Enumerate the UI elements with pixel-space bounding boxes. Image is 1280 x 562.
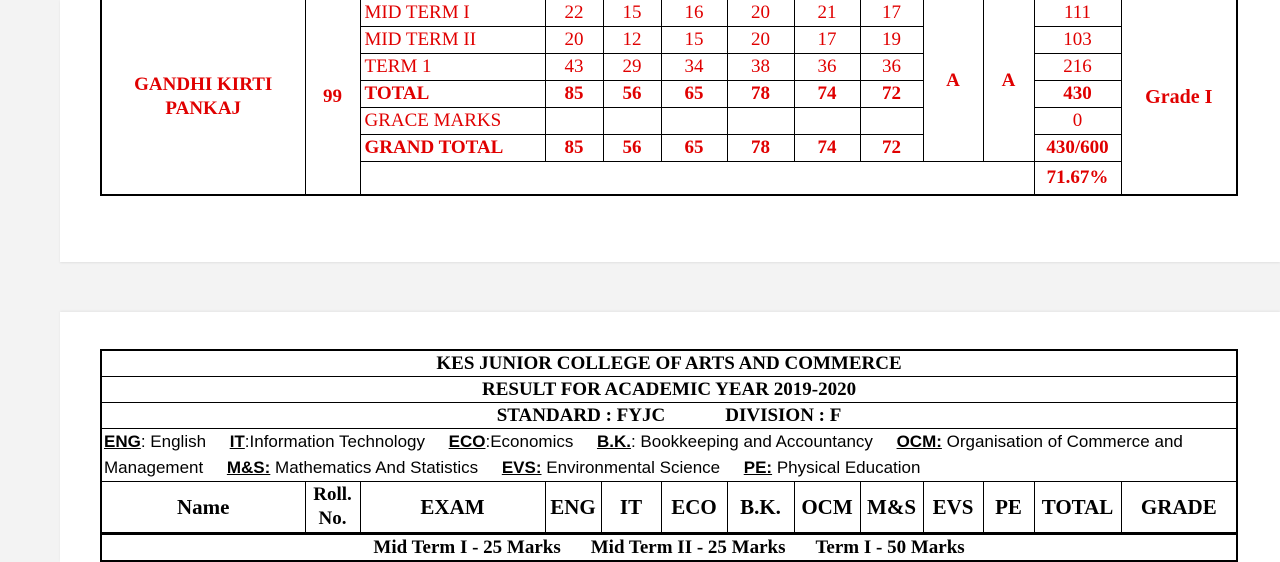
mark-bk: 20 (727, 0, 794, 27)
exam-label: MID TERM II (360, 27, 545, 54)
exam-label: TERM 1 (360, 54, 545, 81)
mark-eco: 15 (661, 27, 727, 54)
table-row (101, 429, 1237, 482)
table-row (101, 0, 1237, 27)
mark-bk: 20 (727, 27, 794, 54)
col-roll-no: Roll. No. (305, 482, 360, 534)
division: DIVISION : F (725, 404, 842, 426)
abbr-key: ECO (448, 432, 486, 451)
mark-ocm (794, 108, 860, 135)
mark-ocm: 21 (794, 0, 860, 27)
abbr-key: B.K. (596, 432, 631, 451)
academic-year: RESULT FOR ACADEMIC YEAR 2019-2020 (101, 377, 1237, 403)
mark-ms: 72 (860, 81, 923, 108)
abbr-sep: : (630, 432, 641, 451)
table-row (101, 403, 1237, 429)
col-evs: EVS (923, 482, 983, 534)
abbr-key: PE: (743, 458, 773, 477)
mark-eco: 34 (661, 54, 727, 81)
exam-label: TOTAL (360, 81, 545, 108)
report-page-1 (60, 0, 1280, 262)
scheme-mid-term-1: Mid Term I - 25 Marks (373, 536, 561, 558)
roll-number: 99 (305, 0, 360, 195)
student-result-table (100, 0, 1238, 196)
row-total: 103 (1034, 27, 1121, 54)
mark-eng: 22 (545, 0, 603, 27)
mark-ms (860, 108, 923, 135)
abbr-value: Bookkeeping and Accountancy (640, 432, 873, 451)
overall-grade: Grade I (1121, 0, 1237, 195)
mark-bk (727, 108, 794, 135)
mark-eng: 43 (545, 54, 603, 81)
abbr-sep: : (485, 432, 491, 451)
col-bk: B.K. (727, 482, 794, 534)
mark-bk: 78 (727, 81, 794, 108)
mark-ocm: 74 (794, 135, 860, 162)
col-total: TOTAL (1034, 482, 1121, 534)
col-eng: ENG (545, 482, 601, 534)
col-it: IT (601, 482, 661, 534)
mark-ms: 19 (860, 27, 923, 54)
mark-eng: 85 (545, 81, 603, 108)
mark-it: 12 (603, 27, 661, 54)
subject-abbreviations (101, 429, 1237, 482)
col-ms: M&S (860, 482, 923, 534)
mark-ms: 72 (860, 135, 923, 162)
exam-label: MID TERM I (360, 0, 545, 27)
standard: STANDARD : FYJC (496, 404, 666, 426)
col-eco: ECO (661, 482, 727, 534)
table-row (101, 350, 1237, 377)
row-total: 216 (1034, 54, 1121, 81)
col-name: Name (101, 482, 305, 534)
marks-scheme (101, 534, 1237, 562)
mark-eng: 85 (545, 135, 603, 162)
mark-ms: 36 (860, 54, 923, 81)
mark-ocm: 36 (794, 54, 860, 81)
abbr-value: Information Technology (249, 432, 425, 451)
result-header-table (100, 349, 1238, 562)
exam-label: GRAND TOTAL (360, 135, 545, 162)
abbr-key: IT (229, 432, 245, 451)
abbr-sep: : (140, 432, 151, 451)
row-total: 430/600 (1034, 135, 1121, 162)
row-total: 111 (1034, 0, 1121, 27)
mark-ocm: 74 (794, 81, 860, 108)
standard-division (101, 403, 1237, 429)
table-row (101, 377, 1237, 403)
abbr-key: ENG (104, 432, 141, 451)
percentage: 71.67% (1034, 162, 1121, 196)
report-page-2 (60, 312, 1280, 562)
abbr-value: Environmental Science (546, 458, 721, 477)
college-name: KES JUNIOR COLLEGE OF ARTS AND COMMERCE (101, 350, 1237, 377)
abbr-value: Economics (490, 432, 574, 451)
abbr-value: English (150, 432, 207, 451)
col-grade: GRADE (1121, 482, 1237, 534)
mark-eco: 65 (661, 81, 727, 108)
mark-it (603, 108, 661, 135)
mark-it: 56 (603, 135, 661, 162)
col-exam: EXAM (360, 482, 545, 534)
evs-grade: A (923, 0, 983, 162)
abbr-key: EVS: (501, 458, 542, 477)
mark-ocm: 17 (794, 27, 860, 54)
mark-eco: 16 (661, 0, 727, 27)
mark-it: 29 (603, 54, 661, 81)
abbr-key: OCM: (896, 432, 942, 451)
col-ocm: OCM (794, 482, 860, 534)
abbr-sep: : (244, 432, 250, 451)
mark-eng (545, 108, 603, 135)
marks-scheme-row (101, 534, 1237, 562)
empty-cell (360, 162, 1034, 196)
abbr-value: Physical Education (776, 458, 921, 477)
scheme-term-1: Term I - 50 Marks (815, 536, 965, 558)
row-total: 430 (1034, 81, 1121, 108)
abbr-value: Mathematics And Statistics (275, 458, 479, 477)
exam-label: GRACE MARKS (360, 108, 545, 135)
pe-grade: A (983, 0, 1034, 162)
mark-ms: 17 (860, 0, 923, 27)
mark-eco (661, 108, 727, 135)
student-name: GANDHI KIRTI PANKAJ (101, 0, 305, 195)
scheme-mid-term-2: Mid Term II - 25 Marks (590, 536, 786, 558)
mark-bk: 78 (727, 135, 794, 162)
column-header-row (101, 482, 1237, 534)
mark-it: 56 (603, 81, 661, 108)
mark-eng: 20 (545, 27, 603, 54)
mark-bk: 38 (727, 54, 794, 81)
abbr-key: M&S: (226, 458, 271, 477)
mark-it: 15 (603, 0, 661, 27)
col-pe: PE (983, 482, 1034, 534)
abbr-value: Organisation of Commerce and Management (104, 432, 1183, 477)
mark-eco: 65 (661, 135, 727, 162)
row-total: 0 (1034, 108, 1121, 135)
